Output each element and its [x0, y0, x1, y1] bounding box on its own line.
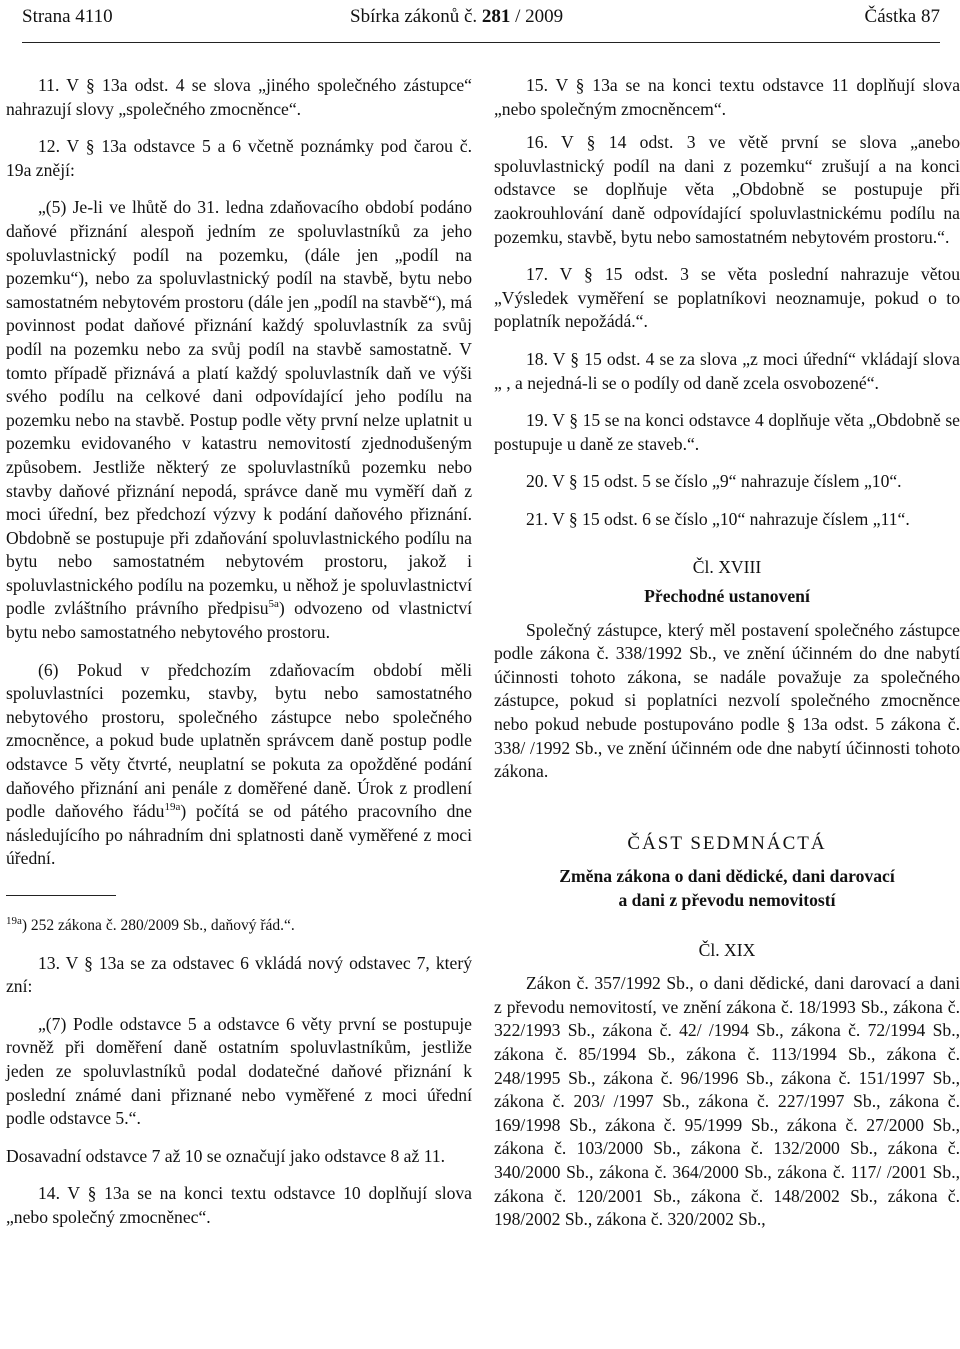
issue-part: Částka 87 — [864, 6, 940, 27]
collection-title — [350, 6, 563, 28]
footnote-ref-19a: 19a — [164, 801, 181, 814]
item-19: 19. V § 15 se na konci odstavce 4 doplňuje věta „Obdobně se postupuje u daně ze staveb.“. — [494, 410, 960, 454]
item-15: 15. V § 13a se na konci textu odstavce 11 doplňují slova „nebo společným zmocněncem“. — [494, 75, 960, 119]
part-17-title-line-1: Změna zákona o dani dědické, dani darovací — [559, 866, 895, 887]
item-13: 13. V § 13a se za odstavec 6 vkládá nový odstavec 7, který zní: — [6, 952, 472, 997]
paragraph-5-end: ) odvozeno od vlastnictví bytu nebo samostatného nebytového prostoru. — [6, 598, 472, 643]
footnote — [6, 914, 472, 938]
item-20: 20. V § 15 odst. 5 se číslo „9“ nahrazuje číslem „10“. — [526, 471, 902, 492]
footnote-mark: 19a — [6, 914, 22, 927]
paragraph-6 — [6, 659, 472, 871]
paragraph-7: „(7) Podle odstavce 5 a odstavce 6 věty první se postupuje rovněž při doměření daně ostatním spoluvlastníkům, jestliže jeden ze spoluvlastníků podal dodatečné daňové přiznání k poslední známé dani přiznané nebo vyměřené z moci úřední podle odstavce 5.“. — [6, 1013, 472, 1129]
article-19-heading: Čl. XIX — [698, 939, 756, 960]
article-18-text: Společný zástupce, který měl postavení společného zástupce podle zákona č. 338/1992 Sb., ve znění účinném do dne nabytí účinnosti tohoto zákona, se nadále považuje za společného zástupce, pokud si poplatníci nezvolí společného zmocněnce nebo pokud nebude postupováno podle § 13a odst. 5 zákona č. 338/ /1992 Sb., ve znění účinném ode dne nabytí účinnosti tohoto zákona. — [494, 619, 960, 782]
paragraph-6-end: ) počítá se od pátého pracovního dne následujícího po náhradním dni splatnosti daně vyměřené z moci úřední. — [6, 801, 472, 869]
page-header — [22, 4, 940, 30]
article-18-title: Přechodné ustanovení — [644, 586, 810, 607]
collection-prefix: Sbírka zákonů č. — [350, 6, 478, 27]
law-number: 281 — [481, 6, 511, 27]
item-14: 14. V § 13a se na konci textu odstavce 10 doplňují slova „nebo společný zmocněnec“. — [6, 1183, 472, 1227]
item-11: 11. V § 13a odst. 4 se slova „jiného společného zástupce“ nahrazují slovy „společného zmocněnce“. — [6, 75, 472, 119]
item-16: 16. V § 14 odst. 3 ve větě první se slova „anebo spoluvlastnický podíl na dani z pozemku“ zrušují a na konci odstavce se doplňuje věta „Obdobně se postupuje při zaokrouhlování daně odpovídající spoluvlastnickému podílu na pozemku, stavbě, bytu nebo samostatném nebytovém prostoru.“. — [494, 132, 960, 247]
year: / 2009 — [515, 6, 564, 27]
paragraph-5 — [6, 196, 472, 644]
item-21: 21. V § 15 odst. 6 se číslo „10“ nahrazuje číslem „11“. — [526, 508, 910, 529]
header-rule — [22, 42, 940, 43]
footnote-text: ) 252 zákona č. 280/2009 Sb., daňový řád.“. — [21, 917, 295, 934]
article-19-text: Zákon č. 357/1992 Sb., o dani dědické, dani darovací a dani z převodu nemovitostí, ve znění zákona č. 18/1993 Sb., zákona č. 322/1993 Sb., zákona č. 42/ /1994 Sb., zákona č. 72/1994 Sb., zákona č. 85/1994 Sb., zákona č. 113/1994 Sb., zákona č. 248/1995 Sb., zákona č. 96/1996 Sb., zákona č. 151/1997 Sb., zákona č. 203/ /1997 Sb., zákona č. 227/1997 Sb., zákona č. 169/1998 Sb., zákona č. 95/1999 Sb., zákona č. 27/2000 Sb., zákona č. 103/2000 Sb., zákona č. 132/2000 Sb., zákona č. 340/2000 Sb., zákona č. 364/2000 Sb., zákona č. 117/ /2001 Sb., zákona č. 120/2001 Sb., zákona č. 148/2002 Sb., zákona č. 198/2002 Sb., zákona č. 320/2002 Sb., — [494, 973, 960, 1230]
item-18: 18. V § 15 odst. 4 se za slova „z moci úřední“ vkládají slova „ , a nejedná-li se o podíly od daně zcela osvobozené“. — [494, 348, 960, 393]
renumbering-note: Dosavadní odstavce 7 až 10 se označují jako odstavce 8 až 11. — [6, 1145, 446, 1166]
item-12: 12. V § 13a odstavce 5 a 6 včetně poznámky pod čarou č. 19a znějí: — [6, 136, 472, 180]
footnote-ref-5a: 5a — [268, 598, 279, 611]
footnote-divider — [6, 895, 116, 896]
part-17-heading: ČÁST SEDMNÁCTÁ — [627, 832, 827, 854]
right-column — [494, 74, 960, 1232]
left-column — [6, 74, 472, 1230]
article-18-heading: Čl. XVIII — [692, 556, 762, 577]
item-17: 17. V § 15 odst. 3 se věta poslední nahrazuje větou „Výsledek vyměření se poplatníkovi neoznamuje, pokud o to poplatník nepožádá.“. — [494, 264, 960, 332]
paragraph-5-text: „(5) Je-li ve lhůtě do 31. ledna zdaňovacího období podáno daňové přiznání alespoň jedním ze spoluvlastníků za jeho spoluvlastnický podíl na pozemku, (dále jen „podíl na pozemku“), nebo za spoluvlastnický podíl na stavbě, bytu nebo samostatném nebytovém prostoru (dále jen „podíl na stavbě“), má povinnost podat daňové přiznání každý spoluvlastník za svůj podíl na pozemku nebo za svůj podíl na stavbě samostatně. V tomto případě přiznává a platí každý spoluvlastník daň ve výši svého podílu na celkové dani odpovídající jeho podílu na pozemku nebo na stavbě. Postup podle věty první nelze uplatnit u pozemku evidovaného v katastru nemovitostí zjednodušeným způsobem. Jestliže některý ze spoluvlastníků pozemku nebo stavby daňové přiznání nepodá, správce daně mu vyměří daň z moci úřední, bez předchozí výzvy k podání daňového přiznání. Obdobně se postupuje při zdaňování spoluvlastnického podílu na bytu nebo samostatném nebytovém prostoru, jakož i spoluvlastnického podílu na pozemku, u něhož je spoluvlastnictví podle zvláštního právního předpisu — [6, 197, 472, 619]
paragraph-6-text: (6) Pokud v předchozím zdaňovacím období měli spoluvlastníci pozemku, stavby, bytu nebo samostatného nebytového prostoru, společného zástupce nebo společného zmocněnce, a pokud bude uplatněn správcem daně postup podle odstavce 5 věty čtvrté, neuplatní se pokuta za opožděné podání daňového přiznání ani penále z doměřené daně. Úrok z prodlení podle daňového řádu — [6, 659, 472, 822]
part-17-title-line-2: a dani z převodu nemovitostí — [618, 890, 836, 911]
page-number: Strana 4110 — [22, 6, 113, 27]
